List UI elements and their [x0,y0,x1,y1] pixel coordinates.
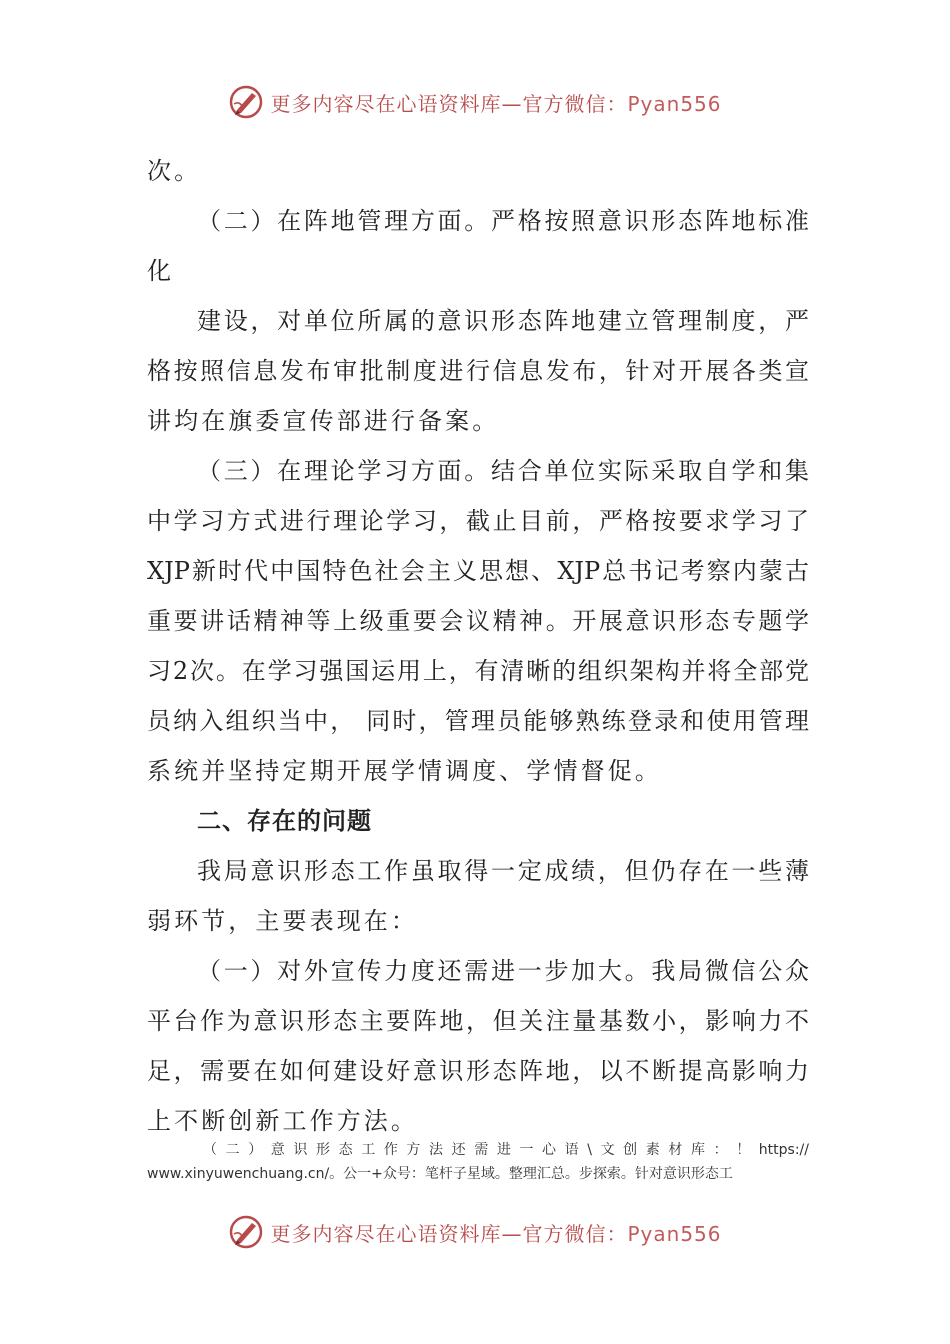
body-line: 中学习方式进行理论学习，截止目前，严格按要求学习了 [147,507,809,535]
footer-wechat-id: Pyan556 [627,1221,722,1246]
header-banner [0,82,950,122]
body-line: 足，需要在如何建设好意识形态阵地，以不断提高影响力 [147,1057,809,1085]
body-line: 弱环节，主要表现在： [147,907,418,935]
body-line: XJP新时代中国特色社会主义思想、XJP总书记考察内蒙古 [147,557,809,585]
body-line: 建设，对单位所属的意识形态阵地建立管理制度，严 [197,307,809,335]
body-line: 次。 [147,157,202,185]
body-line: 系统并坚持定期开展学情调度、学情督促。 [147,757,662,785]
body-line: 讲均在旗委宣传部进行备案。 [147,407,500,435]
body-line: 员纳入组织当中， 同时，管理员能够熟练登录和使用管理 [147,707,809,735]
body-line: （二）在阵地管理方面。严格按照意识形态阵地标准 [197,207,809,235]
body-line: 化 [147,257,175,285]
header-banner-text: 更多内容尽在心语资料库—官方微信： [270,91,628,116]
document-body [147,146,809,1146]
header-wechat-id: Pyan556 [627,91,722,116]
body-line: 上不断创新工作方法。 [147,1107,418,1135]
body-line: 平台作为意识形态主要阵地，但关注量基数小，影响力不 [147,1007,809,1035]
footer-banner-text: 更多内容尽在心语资料库—官方微信： [270,1221,628,1246]
section-heading: 二、存在的问题 [197,807,372,835]
pen-logo-icon [228,1214,264,1250]
body-line: （三）在理论学习方面。结合单位实际采取自学和集 [197,457,809,485]
footer-banner [0,1212,950,1252]
body-line: 格按照信息发布审批制度进行信息发布，针对开展各类宣 [147,357,809,385]
body-line: 我局意识形态工作虽取得一定成绩，但仍存在一些薄 [197,857,809,885]
footnote [147,1138,809,1186]
body-line: 习2次。在学习强国运用上，有清晰的组织架构并将全部党 [147,657,809,685]
body-line: 重要讲话精神等上级重要会议精神。开展意识形态专题学 [147,607,809,635]
footnote-line: www.xinyuwenchuang.cn/。公一+众号：笔杆子星域。整理汇总。步探索。针对意识形态工 [147,1166,733,1182]
pen-logo-icon [228,84,264,120]
body-line: （一）对外宣传力度还需进一步加大。我局微信公众 [197,957,809,985]
footnote-line: （二）意识形态工作方法还需进一心语\文创素材库：！https:// [203,1142,809,1158]
